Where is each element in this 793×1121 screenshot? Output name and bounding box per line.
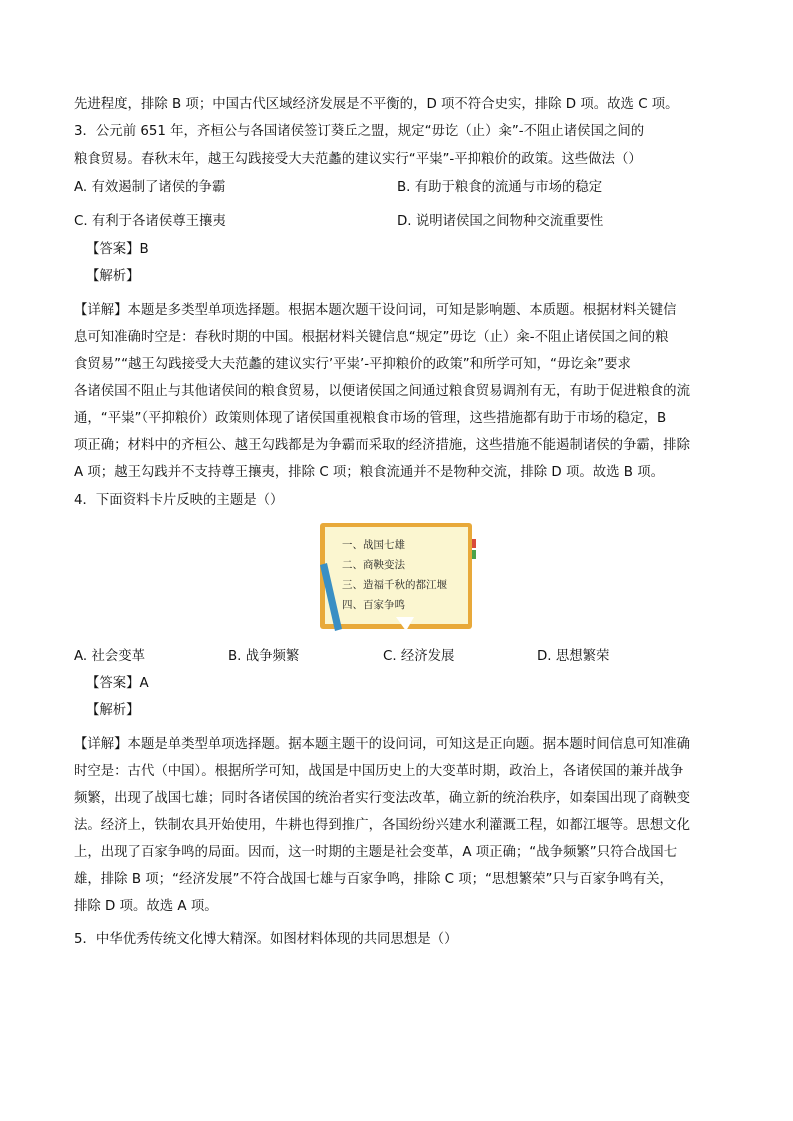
bookmark-tab (472, 550, 476, 559)
question-3-stem-cont: 粮食贸易。春秋末年，越王勾践接受大夫范蠡的建议实行“平粜”-平抑粮价的政策。这些做法（） (74, 152, 642, 167)
q3-option-c: C. 有利于各诸侯尊王攘夷 (74, 214, 226, 229)
book-illustration (318, 521, 476, 633)
q3-answer: 【答案】B (86, 242, 149, 257)
question-3-stem: 3．公元前 651 年，齐桓公与各国诸侯签订葵丘之盟，规定“毋讫（止）籴”-不阻止诸侯国之间的 (74, 124, 645, 139)
q4-detail-line: 雄，排除 B 项；“经济发展”不符合战国七雄与百家争鸣，排除 C 项；“思想繁荣”只与百家争鸣有关， (74, 872, 673, 887)
q3-option-b: B. 有助于粮食的流通与市场的稳定 (397, 180, 603, 195)
card-item: 四、百家争鸣 (342, 599, 405, 611)
card-item: 一、战国七雄 (342, 539, 405, 551)
q4-detail-line: 上，出现了百家争鸣的局面。因而，这一时期的主题是社会变革，A 项正确；“战争频繁”只符合战国七 (74, 845, 678, 860)
card-item: 二、商鞅变法 (342, 559, 405, 571)
q4-option-b: B. 战争频繁 (228, 649, 300, 664)
q4-detail-line: 时空是：古代（中国）。根据所学可知，战国是中国历史上的大变革时期，政治上，各诸侯国的兼并战争 (74, 764, 684, 779)
q3-detail-line: 【详解】本题是多类型单项选择题。根据本题次题干设问词，可知是影响题、本质题。根据材料关键信 (74, 303, 677, 318)
q3-detail-line: 食贸易”“越王勾践接受大夫范蠡的建议实行’平粜’-平抑粮价的政策”和所学可知，“毋讫籴”要求 (74, 357, 631, 372)
q4-answer: 【答案】A (86, 676, 149, 691)
q3-detail-line: 各诸侯国不阻止与其他诸侯间的粮食贸易，以便诸侯国之间通过粮食贸易调剂有无，有助于促进粮食的流 (74, 384, 690, 399)
q4-detail-line: 法。经济上，铁制农具开始使用，牛耕也得到推广，各国纷纷兴建水利灌溉工程，如都江堰等。思想文化 (74, 818, 690, 833)
q3-detail-line: 项正确；材料中的齐桓公、越王勾践都是为争霸而采取的经济措施，这些措施不能遏制诸侯的争霸，排除 (74, 438, 690, 453)
q4-detail-line: 排除 D 项。故选 A 项。 (74, 899, 218, 914)
q4-option-c: C. 经济发展 (383, 649, 455, 664)
q3-detail-line: A 项；越王勾践并不支持尊王攘夷，排除 C 项；粮食流通并不是物种交流，排除 D 项。故选 B 项。 (74, 465, 665, 480)
q3-option-a: A. 有效遏制了诸侯的争霸 (74, 180, 226, 195)
q4-option-d: D. 思想繁荣 (537, 649, 610, 664)
q4-option-a: A. 社会变革 (74, 649, 145, 664)
q4-detail-line: 频繁，出现了战国七雄；同时各诸侯国的统治者实行变法改革，确立新的统治秩序，如秦国出现了商鞅变 (74, 791, 690, 806)
q3-detail-line: 息可知准确时空是：春秋时期的中国。根据材料关键信息“规定”毋讫（止）籴-不阻止诸侯国之间的粮 (74, 330, 669, 345)
bookmark-tab (472, 539, 476, 548)
question-4-stem: 4．下面资料卡片反映的主题是（） (74, 493, 284, 508)
q3-option-d: D. 说明诸侯国之间物种交流重要性 (397, 214, 604, 229)
paragraph-line: 先进程度，排除 B 项；中国古代区域经济发展是不平衡的，D 项不符合史实，排除 D 项。故选 C 项。 (74, 97, 679, 112)
card-item: 三、造福千秋的都江堰 (342, 579, 447, 591)
q4-detail-line: 【详解】本题是单类型单项选择题。据本题主题干的设问词，可知这是正向题。据本题时间信息可知准确 (74, 737, 690, 752)
q3-analysis-label: 【解析】 (86, 269, 140, 284)
q3-detail-line: 通，“平粜”（平抑粮价）政策则体现了诸侯国重视粮食市场的管理，这些措施都有助于市场的稳定，B (74, 411, 667, 426)
data-card-figure (318, 521, 476, 633)
question-5-stem: 5．中华优秀传统文化博大精深。如图材料体现的共同思想是（） (74, 932, 458, 947)
q4-analysis-label: 【解析】 (86, 703, 140, 718)
